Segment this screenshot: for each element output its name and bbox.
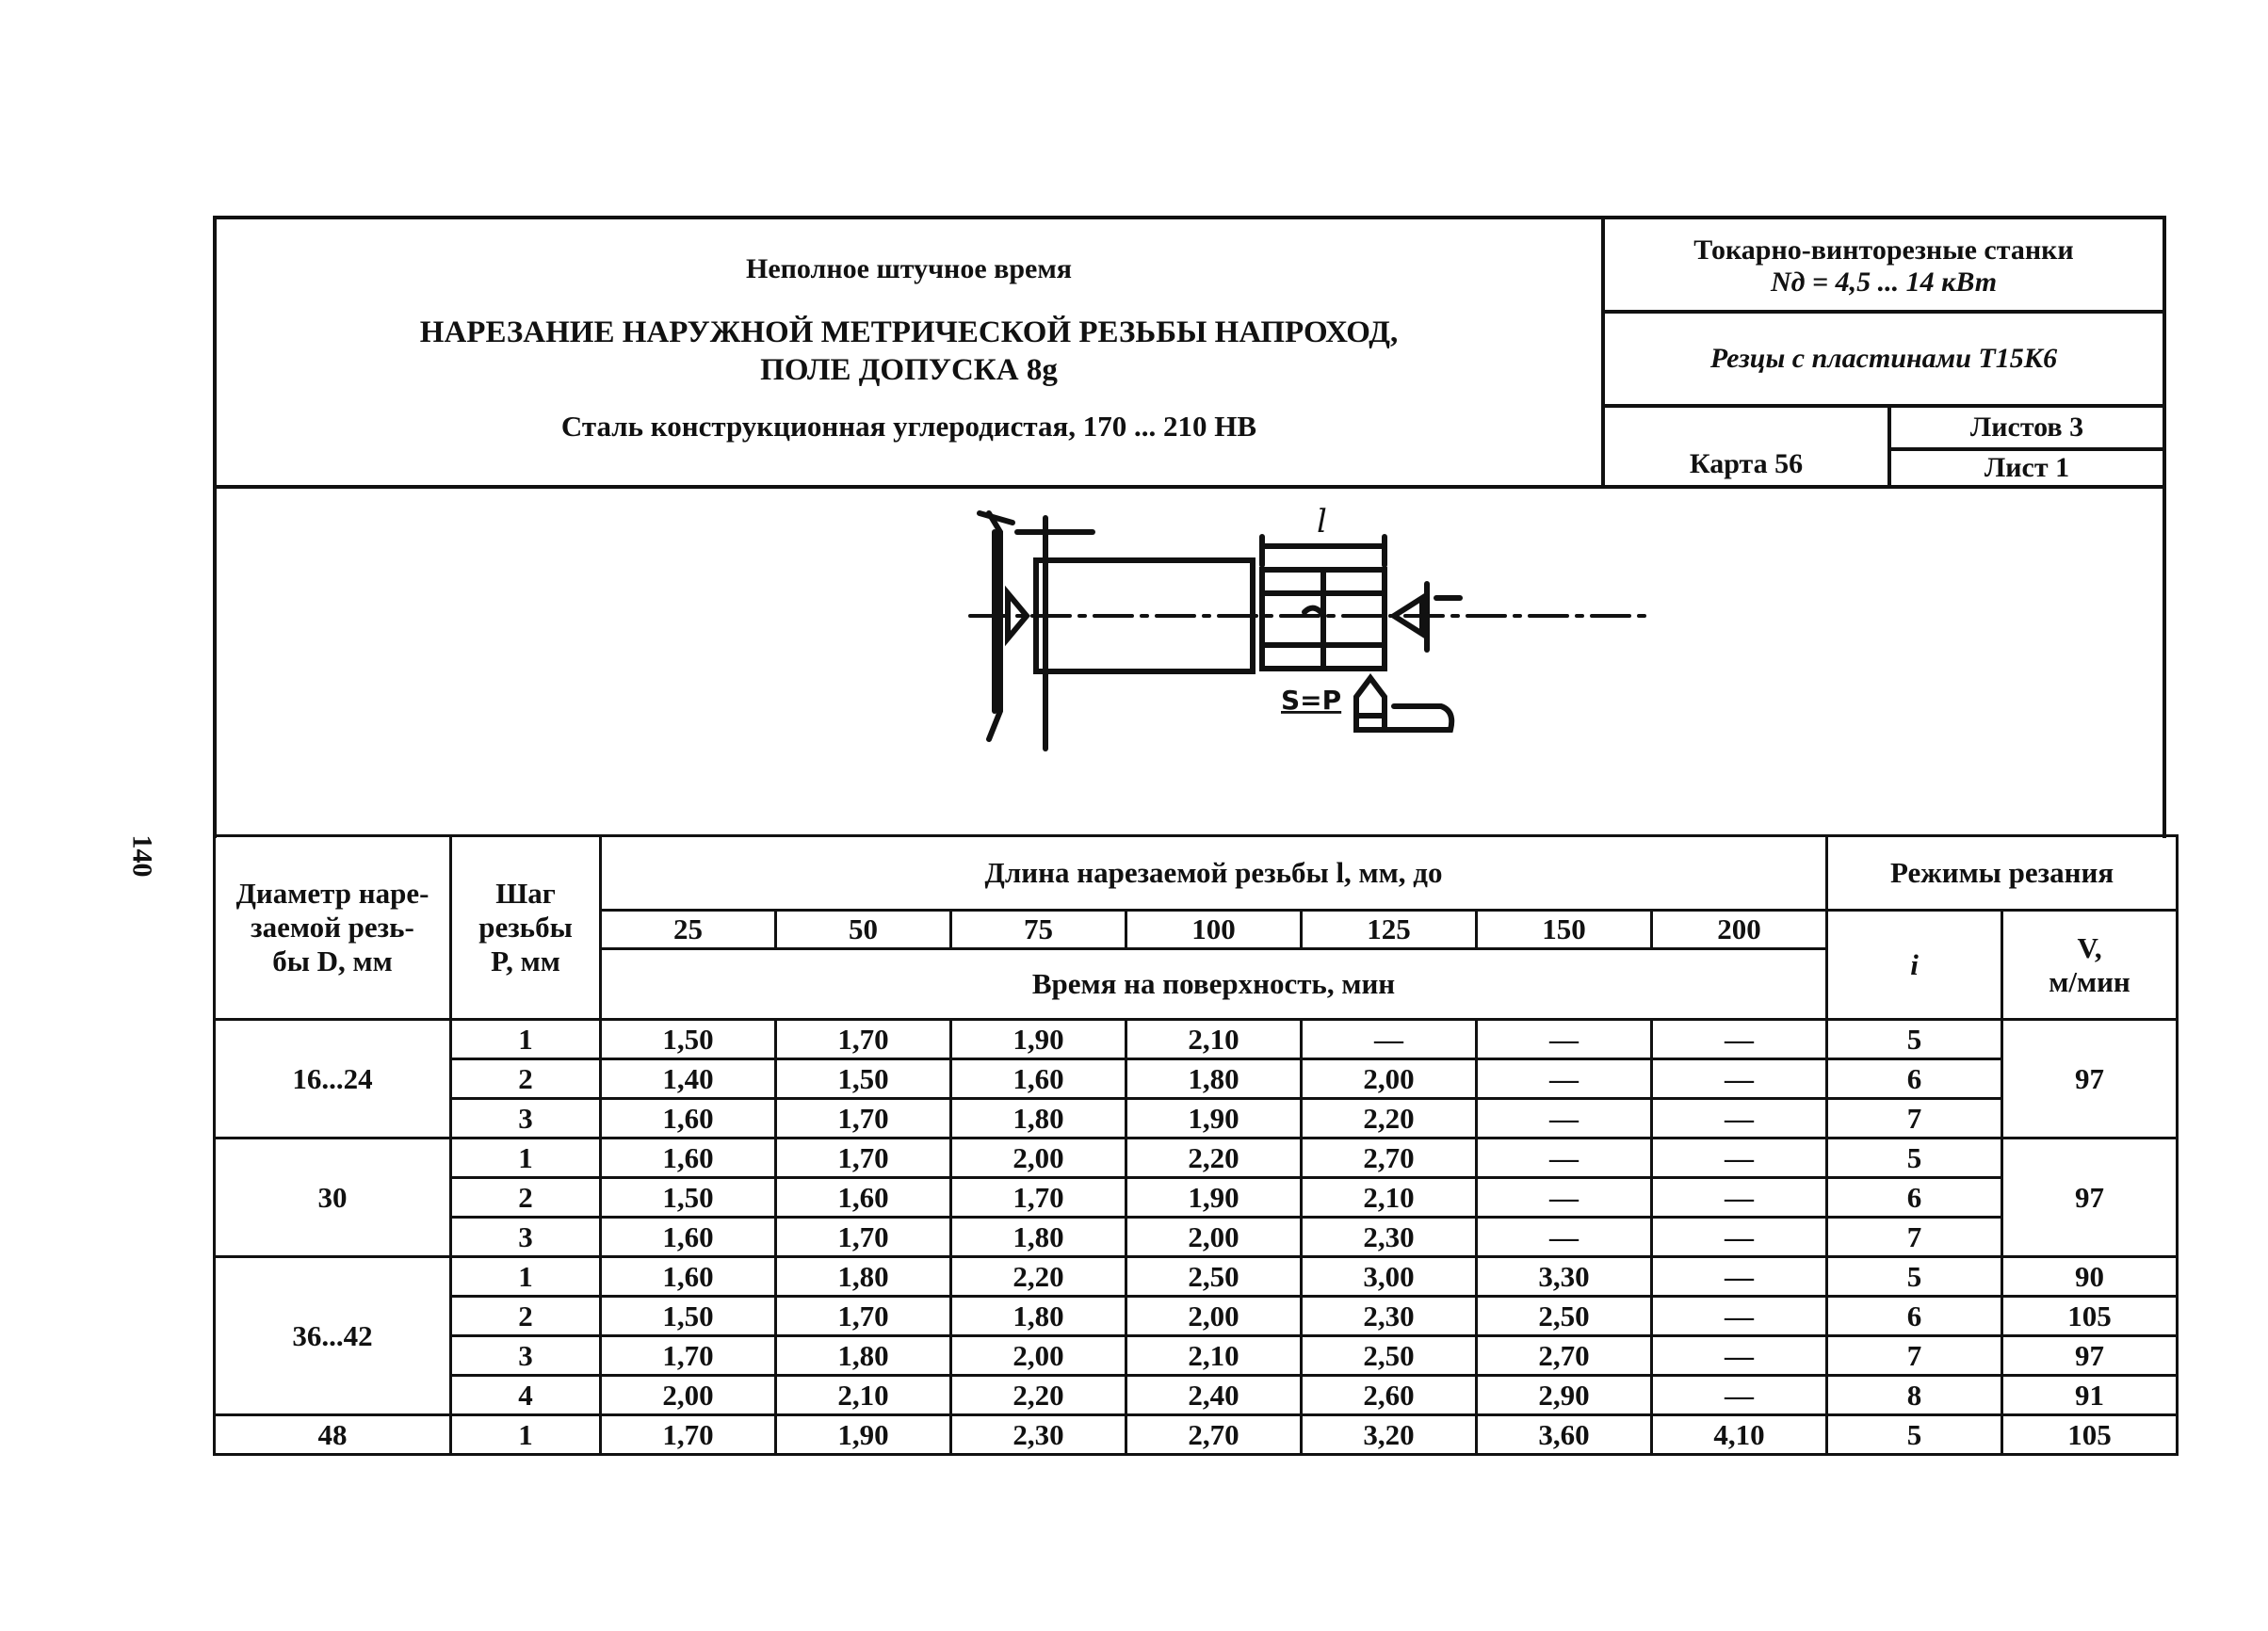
time-cell: 1,70 bbox=[776, 1297, 951, 1336]
time-cell: 1,70 bbox=[776, 1020, 951, 1059]
pitch-cell: 3 bbox=[451, 1336, 601, 1376]
table-row bbox=[215, 1297, 2178, 1336]
col-v-line2: м/мин bbox=[2049, 964, 2130, 998]
time-cell: — bbox=[1652, 1099, 1827, 1138]
sketch-label-l: l bbox=[1317, 503, 1327, 541]
time-cell: 1,50 bbox=[601, 1178, 776, 1218]
length-125: 125 bbox=[1302, 911, 1477, 949]
col-i-header: i bbox=[1827, 911, 2002, 1020]
col-pitch-header bbox=[451, 836, 601, 1020]
passes-cell: 7 bbox=[1827, 1218, 2002, 1257]
pitch-cell: 1 bbox=[451, 1415, 601, 1455]
passes-cell: 5 bbox=[1827, 1415, 2002, 1455]
time-cell: 1,80 bbox=[951, 1218, 1126, 1257]
length-100: 100 bbox=[1126, 911, 1302, 949]
sheets-total: Листов 3 bbox=[1891, 408, 2163, 451]
col-diameter-header bbox=[215, 836, 451, 1020]
table-row bbox=[215, 1178, 2178, 1218]
time-cell: 2,00 bbox=[601, 1376, 776, 1415]
time-cell: 2,50 bbox=[1302, 1336, 1477, 1376]
passes-cell: 5 bbox=[1827, 1257, 2002, 1297]
threading-time-table bbox=[213, 834, 2179, 1456]
time-cell: 1,70 bbox=[776, 1099, 951, 1138]
time-cell: 2,20 bbox=[951, 1257, 1126, 1297]
time-cell: 2,00 bbox=[1302, 1059, 1477, 1099]
passes-cell: 5 bbox=[1827, 1020, 2002, 1059]
table-row bbox=[215, 1020, 2178, 1059]
diameter-cell: 16...24 bbox=[215, 1020, 451, 1138]
time-cell: 1,70 bbox=[601, 1415, 776, 1455]
time-cell: — bbox=[1652, 1297, 1827, 1336]
header-material: Сталь конструкционная углеродистая, 170 ... 210 HB bbox=[560, 410, 1257, 443]
time-cell: 1,80 bbox=[951, 1099, 1126, 1138]
pitch-cell: 2 bbox=[451, 1059, 601, 1099]
time-cell: 3,30 bbox=[1477, 1257, 1652, 1297]
time-cell: 2,50 bbox=[1477, 1297, 1652, 1336]
time-cell: 2,20 bbox=[951, 1376, 1126, 1415]
time-cell: 2,20 bbox=[1302, 1099, 1477, 1138]
length-50: 50 bbox=[776, 911, 951, 949]
passes-cell: 7 bbox=[1827, 1336, 2002, 1376]
table-row bbox=[215, 1059, 2178, 1099]
col-diameter-line2: заемой резь- bbox=[251, 911, 414, 944]
time-cell: — bbox=[1477, 1020, 1652, 1059]
pitch-cell: 2 bbox=[451, 1178, 601, 1218]
table-row bbox=[215, 1336, 2178, 1376]
table-row bbox=[215, 1376, 2178, 1415]
table-row bbox=[215, 1257, 2178, 1297]
time-cell: 1,90 bbox=[1126, 1178, 1302, 1218]
col-pitch-line2: резьбы bbox=[478, 911, 573, 944]
time-cell: — bbox=[1652, 1218, 1827, 1257]
time-cell: 1,80 bbox=[776, 1336, 951, 1376]
col-pitch-line1: Шаг bbox=[495, 877, 556, 910]
time-cell: 1,90 bbox=[951, 1020, 1126, 1059]
time-cell: — bbox=[1652, 1020, 1827, 1059]
pitch-cell: 1 bbox=[451, 1257, 601, 1297]
time-cell: 4,10 bbox=[1652, 1415, 1827, 1455]
header-subtitle: Неполное штучное время bbox=[745, 253, 1073, 284]
time-cell: 2,00 bbox=[951, 1138, 1126, 1178]
time-cell: — bbox=[1477, 1059, 1652, 1099]
time-cell: 2,00 bbox=[951, 1336, 1126, 1376]
time-cell: — bbox=[1652, 1178, 1827, 1218]
length-75: 75 bbox=[951, 911, 1126, 949]
sheet-number: Лист 1 bbox=[1984, 452, 2070, 483]
time-cell: 3,60 bbox=[1477, 1415, 1652, 1455]
time-cell: — bbox=[1652, 1376, 1827, 1415]
col-length-header: Длина нарезаемой резьбы l, мм, до bbox=[601, 836, 1827, 911]
time-cell: — bbox=[1477, 1099, 1652, 1138]
machines-cell bbox=[1605, 219, 2163, 314]
time-cell: — bbox=[1652, 1059, 1827, 1099]
time-cell: 2,30 bbox=[1302, 1297, 1477, 1336]
time-cell: 2,00 bbox=[1126, 1218, 1302, 1257]
time-cell: 1,80 bbox=[951, 1297, 1126, 1336]
time-cell: 2,30 bbox=[951, 1415, 1126, 1455]
time-cell: 2,20 bbox=[1126, 1138, 1302, 1178]
header-info-block bbox=[1605, 219, 2163, 485]
diameter-cell: 36...42 bbox=[215, 1257, 451, 1415]
sketch-area bbox=[213, 485, 2166, 838]
header-title-line1: НАРЕЗАНИЕ НАРУЖНОЙ МЕТРИЧЕСКОЙ РЕЗЬБЫ НАПРОХОД, bbox=[419, 315, 1399, 349]
time-cell: — bbox=[1302, 1020, 1477, 1059]
time-cell: 1,70 bbox=[776, 1138, 951, 1178]
time-cell: 1,90 bbox=[1126, 1099, 1302, 1138]
time-cell: 1,50 bbox=[776, 1059, 951, 1099]
time-cell: — bbox=[1477, 1178, 1652, 1218]
time-cell: 1,60 bbox=[601, 1218, 776, 1257]
time-cell: — bbox=[1652, 1336, 1827, 1376]
col-pitch-line3: P, мм bbox=[491, 945, 560, 977]
speed-cell: 97 bbox=[2002, 1020, 2178, 1138]
time-cell: 1,70 bbox=[951, 1178, 1126, 1218]
time-cell: 2,10 bbox=[1126, 1020, 1302, 1059]
machines-line1: Токарно-винторезные станки bbox=[1693, 234, 2074, 266]
speed-cell: 105 bbox=[2002, 1415, 2178, 1455]
time-cell: 2,50 bbox=[1126, 1257, 1302, 1297]
table-row bbox=[215, 1218, 2178, 1257]
time-cell: 1,40 bbox=[601, 1059, 776, 1099]
pitch-cell: 3 bbox=[451, 1218, 601, 1257]
length-200: 200 bbox=[1652, 911, 1827, 949]
table-row bbox=[215, 1415, 2178, 1455]
time-cell: 1,60 bbox=[951, 1059, 1126, 1099]
time-cell: — bbox=[1477, 1218, 1652, 1257]
time-cell: 2,10 bbox=[1302, 1178, 1477, 1218]
speed-cell: 97 bbox=[2002, 1336, 2178, 1376]
cutters-cell: Резцы с пластинами Т15К6 bbox=[1605, 314, 2163, 408]
time-cell: 1,60 bbox=[601, 1099, 776, 1138]
passes-cell: 5 bbox=[1827, 1138, 2002, 1178]
time-cell: 3,20 bbox=[1302, 1415, 1477, 1455]
time-cell: 2,40 bbox=[1126, 1376, 1302, 1415]
time-cell: 1,50 bbox=[601, 1020, 776, 1059]
card-number: Карта 56 bbox=[1605, 408, 1891, 485]
pitch-cell: 3 bbox=[451, 1099, 601, 1138]
time-cell: 1,80 bbox=[1126, 1059, 1302, 1099]
table-row bbox=[215, 1099, 2178, 1138]
time-cell: 2,70 bbox=[1477, 1336, 1652, 1376]
time-cell: 2,70 bbox=[1126, 1415, 1302, 1455]
time-cell: — bbox=[1652, 1138, 1827, 1178]
header-title-line2: ПОЛЕ ДОПУСКА 8g bbox=[760, 353, 1058, 387]
time-cell: 1,60 bbox=[601, 1257, 776, 1297]
speed-cell: 90 bbox=[2002, 1257, 2178, 1297]
speed-cell: 97 bbox=[2002, 1138, 2178, 1257]
time-cell: 2,10 bbox=[1126, 1336, 1302, 1376]
col-modes-header: Режимы резания bbox=[1827, 836, 2178, 911]
time-cell: 2,90 bbox=[1477, 1376, 1652, 1415]
col-diameter-line1: Диаметр наре- bbox=[235, 877, 429, 910]
pitch-cell: 1 bbox=[451, 1020, 601, 1059]
header-title-block bbox=[217, 219, 1605, 485]
passes-cell: 8 bbox=[1827, 1376, 2002, 1415]
time-cell: 2,60 bbox=[1302, 1376, 1477, 1415]
time-cell: 1,70 bbox=[601, 1336, 776, 1376]
col-diameter-line3: бы D, мм bbox=[272, 945, 393, 977]
time-cell: 2,10 bbox=[776, 1376, 951, 1415]
speed-cell: 91 bbox=[2002, 1376, 2178, 1415]
passes-cell: 7 bbox=[1827, 1099, 2002, 1138]
passes-cell: 6 bbox=[1827, 1297, 2002, 1336]
page-number: 140 bbox=[126, 834, 158, 878]
table-body bbox=[215, 1020, 2178, 1455]
table-row bbox=[215, 1138, 2178, 1178]
diameter-cell: 48 bbox=[215, 1415, 451, 1455]
time-cell: 1,90 bbox=[776, 1415, 951, 1455]
sketch-label-s: S=P bbox=[1281, 685, 1342, 716]
passes-cell: 6 bbox=[1827, 1059, 2002, 1099]
machines-line2: Nд = 4,5 ... 14 кВт bbox=[1770, 266, 1998, 298]
speed-cell: 105 bbox=[2002, 1297, 2178, 1336]
time-cell: — bbox=[1477, 1138, 1652, 1178]
time-cell: 1,50 bbox=[601, 1297, 776, 1336]
card-header bbox=[213, 216, 2166, 489]
length-25: 25 bbox=[601, 911, 776, 949]
time-cell: 1,80 bbox=[776, 1257, 951, 1297]
passes-cell: 6 bbox=[1827, 1178, 2002, 1218]
time-cell: 1,70 bbox=[776, 1218, 951, 1257]
col-v-line1: V, bbox=[2077, 930, 2102, 964]
time-cell: 1,60 bbox=[776, 1178, 951, 1218]
time-cell: 1,60 bbox=[601, 1138, 776, 1178]
time-cell: 2,70 bbox=[1302, 1138, 1477, 1178]
time-cell: 2,00 bbox=[1126, 1297, 1302, 1336]
threading-sketch bbox=[951, 494, 1667, 767]
time-cell: 3,00 bbox=[1302, 1257, 1477, 1297]
length-150: 150 bbox=[1477, 911, 1652, 949]
col-v-header bbox=[2002, 911, 2178, 1020]
pitch-cell: 2 bbox=[451, 1297, 601, 1336]
col-time-header: Время на поверхность, мин bbox=[601, 949, 1827, 1020]
pitch-cell: 4 bbox=[451, 1376, 601, 1415]
diameter-cell: 30 bbox=[215, 1138, 451, 1257]
time-cell: 2,30 bbox=[1302, 1218, 1477, 1257]
time-cell: — bbox=[1652, 1257, 1827, 1297]
pitch-cell: 1 bbox=[451, 1138, 601, 1178]
